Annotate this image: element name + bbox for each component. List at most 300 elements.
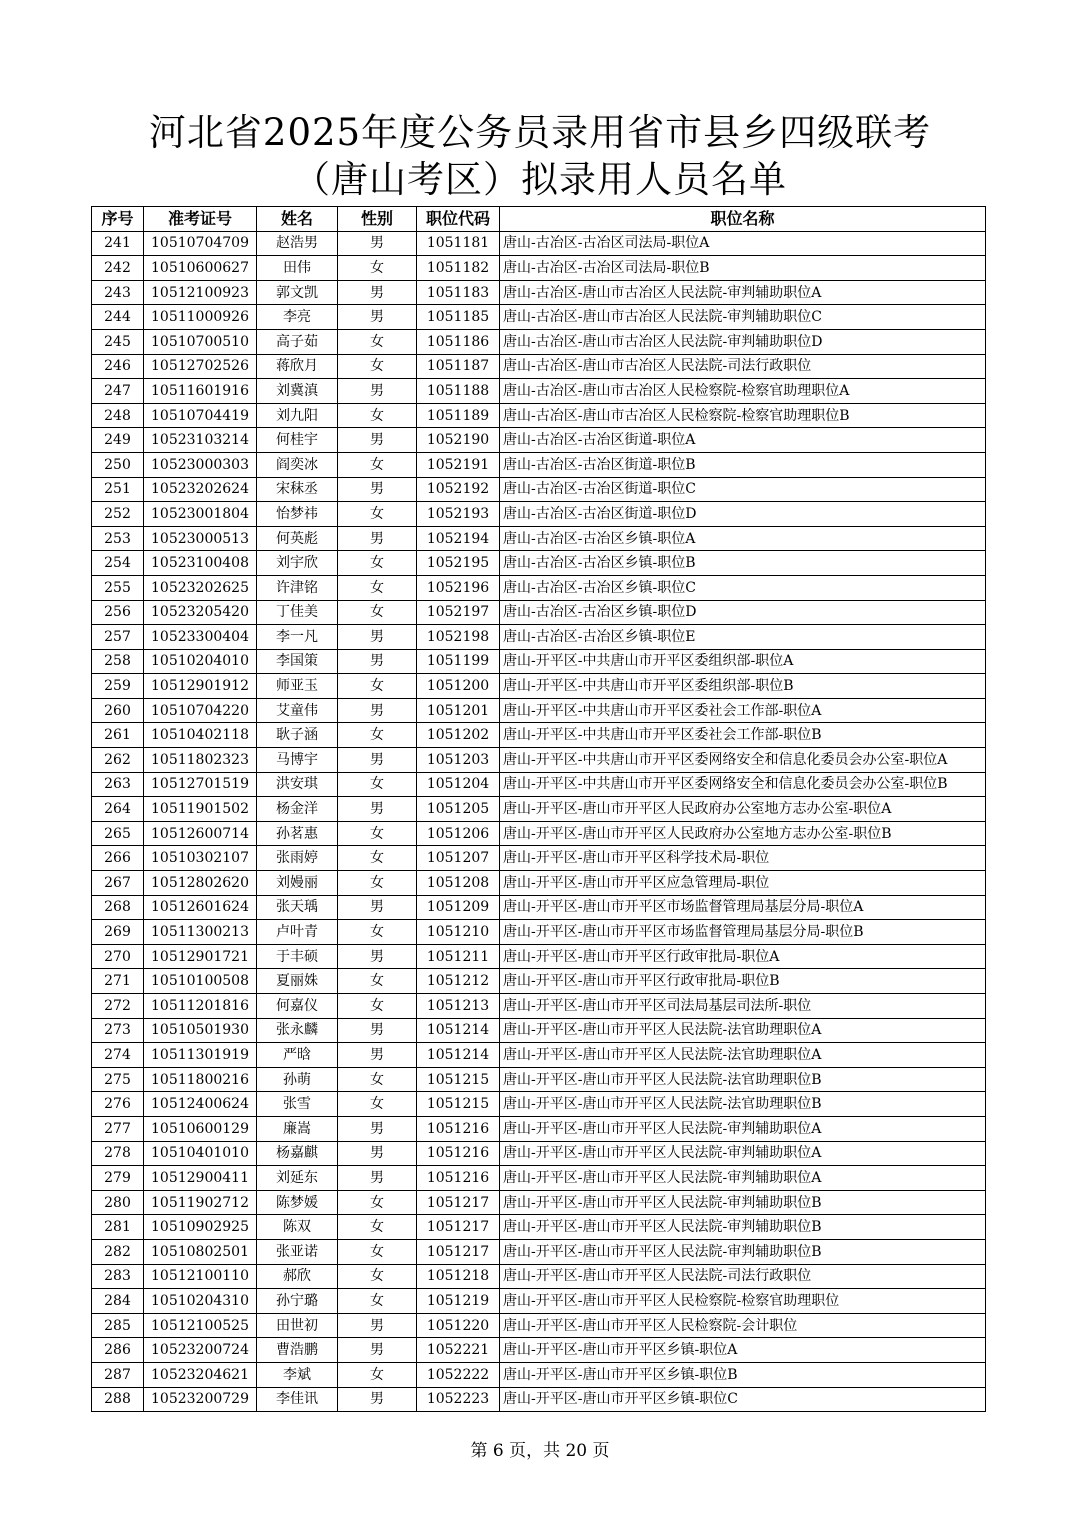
cell-index: 243 [92, 280, 144, 305]
cell-gender: 男 [338, 1043, 417, 1068]
document-title-line1: 河北省2025年度公务员录用省市县乡四级联考 [148, 111, 932, 154]
table-row [92, 575, 986, 600]
cell-exam-id: 10523202625 [144, 575, 257, 600]
cell-position-name: 唐山-开平区-唐山市开平区司法局基层司法所-职位 [500, 994, 986, 1019]
cell-name: 师亚玉 [257, 674, 338, 699]
cell-position-code: 1051183 [417, 280, 500, 305]
cell-position-name: 唐山-开平区-中共唐山市开平区委组织部-职位A [500, 649, 986, 674]
cell-position-name: 唐山-开平区-唐山市开平区人民政府办公室地方志办公室-职位B [500, 821, 986, 846]
cell-index: 286 [92, 1338, 144, 1363]
cell-position-code: 1051208 [417, 871, 500, 896]
cell-gender: 女 [338, 846, 417, 871]
cell-position-code: 1052194 [417, 526, 500, 551]
cell-position-name: 唐山-古冶区-古冶区乡镇-职位B [500, 551, 986, 576]
cell-index: 277 [92, 1116, 144, 1141]
cell-index: 242 [92, 256, 144, 281]
cell-index: 260 [92, 698, 144, 723]
table-row [92, 625, 986, 650]
cell-name: 张亚诺 [257, 1239, 338, 1264]
cell-position-code: 1051201 [417, 698, 500, 723]
table-row [92, 821, 986, 846]
cell-position-name: 唐山-开平区-唐山市开平区人民法院-审判辅助职位A [500, 1116, 986, 1141]
table-row [92, 846, 986, 871]
cell-name: 许津铭 [257, 575, 338, 600]
cell-exam-id: 10512701519 [144, 772, 257, 797]
cell-name: 郭文凯 [257, 280, 338, 305]
cell-index: 258 [92, 649, 144, 674]
cell-index: 265 [92, 821, 144, 846]
cell-position-code: 1052190 [417, 428, 500, 453]
cell-exam-id: 10510600129 [144, 1116, 257, 1141]
cell-position-name: 唐山-古冶区-唐山市古冶区人民检察院-检察官助理职位A [500, 379, 986, 404]
table-row [92, 379, 986, 404]
cell-name: 何嘉仪 [257, 994, 338, 1019]
cell-position-name: 唐山-开平区-唐山市开平区人民法院-法官助理职位B [500, 1092, 986, 1117]
cell-position-name: 唐山-开平区-唐山市开平区人民法院-审判辅助职位A [500, 1141, 986, 1166]
cell-name: 马博宇 [257, 748, 338, 773]
cell-position-name: 唐山-古冶区-唐山市古冶区人民检察院-检察官助理职位B [500, 403, 986, 428]
cell-exam-id: 10523204621 [144, 1362, 257, 1387]
header-exam-id: 准考证号 [144, 207, 257, 232]
cell-exam-id: 10512901912 [144, 674, 257, 699]
cell-gender: 男 [338, 944, 417, 969]
table-row [92, 1264, 986, 1289]
cell-exam-id: 10512901721 [144, 944, 257, 969]
cell-gender: 女 [338, 969, 417, 994]
cell-exam-id: 10512900411 [144, 1166, 257, 1191]
cell-position-name: 唐山-开平区-中共唐山市开平区委组织部-职位B [500, 674, 986, 699]
cell-index: 285 [92, 1313, 144, 1338]
cell-exam-id: 10510302107 [144, 846, 257, 871]
cell-index: 255 [92, 575, 144, 600]
cell-name: 怡梦祎 [257, 502, 338, 527]
cell-gender: 女 [338, 600, 417, 625]
cell-gender: 男 [338, 748, 417, 773]
cell-position-name: 唐山-开平区-唐山市开平区应急管理局-职位 [500, 871, 986, 896]
cell-position-code: 1051182 [417, 256, 500, 281]
table-row [92, 452, 986, 477]
cell-position-name: 唐山-开平区-唐山市开平区行政审批局-职位A [500, 944, 986, 969]
cell-exam-id: 10510700510 [144, 329, 257, 354]
cell-index: 259 [92, 674, 144, 699]
cell-gender: 女 [338, 1215, 417, 1240]
cell-gender: 女 [338, 1239, 417, 1264]
cell-position-code: 1051217 [417, 1215, 500, 1240]
cell-exam-id: 10512601624 [144, 895, 257, 920]
cell-exam-id: 10510902925 [144, 1215, 257, 1240]
table-row [92, 1092, 986, 1117]
cell-position-name: 唐山-开平区-唐山市开平区人民政府办公室地方志办公室-职位A [500, 797, 986, 822]
cell-name: 郝欣 [257, 1264, 338, 1289]
table-row [92, 354, 986, 379]
cell-exam-id: 10510204310 [144, 1289, 257, 1314]
cell-name: 李亮 [257, 305, 338, 330]
cell-name: 张永麟 [257, 1018, 338, 1043]
cell-index: 272 [92, 994, 144, 1019]
cell-name: 刘宇欣 [257, 551, 338, 576]
cell-index: 270 [92, 944, 144, 969]
table-row [92, 1239, 986, 1264]
header-position-code: 职位代码 [417, 207, 500, 232]
cell-gender: 男 [338, 526, 417, 551]
cell-position-code: 1051205 [417, 797, 500, 822]
cell-name: 曹浩鹏 [257, 1338, 338, 1363]
cell-position-name: 唐山-开平区-唐山市开平区人民检察院-检察官助理职位 [500, 1289, 986, 1314]
table-row [92, 895, 986, 920]
header-position-name: 职位名称 [500, 207, 986, 232]
cell-exam-id: 10511902712 [144, 1190, 257, 1215]
cell-position-name: 唐山-古冶区-唐山市古冶区人民法院-审判辅助职位D [500, 329, 986, 354]
cell-position-name: 唐山-古冶区-古冶区乡镇-职位A [500, 526, 986, 551]
cell-exam-id: 10511300213 [144, 920, 257, 945]
cell-position-code: 1051215 [417, 1092, 500, 1117]
cell-exam-id: 10523200724 [144, 1338, 257, 1363]
cell-name: 孙宁璐 [257, 1289, 338, 1314]
cell-index: 266 [92, 846, 144, 871]
cell-gender: 男 [338, 280, 417, 305]
cell-position-code: 1051206 [417, 821, 500, 846]
cell-gender: 女 [338, 871, 417, 896]
cell-position-name: 唐山-古冶区-古冶区乡镇-职位C [500, 575, 986, 600]
cell-position-name: 唐山-开平区-唐山市开平区市场监督管理局基层分局-职位B [500, 920, 986, 945]
table-row [92, 1387, 986, 1412]
cell-position-code: 1051181 [417, 231, 500, 256]
document-title-line2: （唐山考区）拟录用人员名单 [293, 158, 787, 201]
cell-position-code: 1051211 [417, 944, 500, 969]
table-row [92, 994, 986, 1019]
cell-gender: 男 [338, 231, 417, 256]
cell-name: 耿子涵 [257, 723, 338, 748]
table-row [92, 944, 986, 969]
cell-index: 256 [92, 600, 144, 625]
cell-index: 280 [92, 1190, 144, 1215]
cell-exam-id: 10512702526 [144, 354, 257, 379]
table-header-row [92, 207, 986, 232]
cell-exam-id: 10510100508 [144, 969, 257, 994]
cell-exam-id: 10512400624 [144, 1092, 257, 1117]
cell-name: 刘嫚丽 [257, 871, 338, 896]
cell-gender: 男 [338, 379, 417, 404]
cell-gender: 男 [338, 1166, 417, 1191]
cell-name: 杨嘉麒 [257, 1141, 338, 1166]
cell-index: 269 [92, 920, 144, 945]
cell-index: 247 [92, 379, 144, 404]
cell-index: 267 [92, 871, 144, 896]
table-row [92, 1313, 986, 1338]
cell-exam-id: 10511800216 [144, 1067, 257, 1092]
cell-position-name: 唐山-古冶区-古冶区司法局-职位A [500, 231, 986, 256]
table-row [92, 1043, 986, 1068]
cell-exam-id: 10523103214 [144, 428, 257, 453]
cell-position-name: 唐山-古冶区-唐山市古冶区人民法院-审判辅助职位C [500, 305, 986, 330]
cell-name: 赵浩男 [257, 231, 338, 256]
cell-position-code: 1051202 [417, 723, 500, 748]
cell-name: 刘冀滇 [257, 379, 338, 404]
cell-position-code: 1052195 [417, 551, 500, 576]
cell-gender: 男 [338, 1116, 417, 1141]
cell-index: 261 [92, 723, 144, 748]
cell-position-code: 1051219 [417, 1289, 500, 1314]
table-row [92, 723, 986, 748]
cell-gender: 男 [338, 895, 417, 920]
cell-gender: 女 [338, 551, 417, 576]
cell-position-code: 1051218 [417, 1264, 500, 1289]
cell-position-name: 唐山-开平区-唐山市开平区乡镇-职位A [500, 1338, 986, 1363]
cell-name: 李一凡 [257, 625, 338, 650]
cell-position-name: 唐山-开平区-唐山市开平区科学技术局-职位 [500, 846, 986, 871]
cell-exam-id: 10512100525 [144, 1313, 257, 1338]
cell-position-name: 唐山-开平区-中共唐山市开平区委社会工作部-职位B [500, 723, 986, 748]
cell-name: 陈梦媛 [257, 1190, 338, 1215]
table-row [92, 329, 986, 354]
cell-position-code: 1051199 [417, 649, 500, 674]
cell-position-code: 1051213 [417, 994, 500, 1019]
cell-index: 283 [92, 1264, 144, 1289]
cell-position-name: 唐山-开平区-唐山市开平区乡镇-职位B [500, 1362, 986, 1387]
cell-position-code: 1051188 [417, 379, 500, 404]
cell-exam-id: 10510802501 [144, 1239, 257, 1264]
table-row [92, 551, 986, 576]
cell-gender: 男 [338, 1018, 417, 1043]
cell-index: 287 [92, 1362, 144, 1387]
cell-exam-id: 10511601916 [144, 379, 257, 404]
cell-index: 248 [92, 403, 144, 428]
cell-name: 李佳讯 [257, 1387, 338, 1412]
cell-gender: 女 [338, 772, 417, 797]
cell-index: 244 [92, 305, 144, 330]
cell-position-code: 1051214 [417, 1043, 500, 1068]
cell-gender: 男 [338, 649, 417, 674]
cell-exam-id: 10510600627 [144, 256, 257, 281]
table-row [92, 772, 986, 797]
cell-gender: 男 [338, 1338, 417, 1363]
cell-gender: 女 [338, 920, 417, 945]
cell-position-code: 1051209 [417, 895, 500, 920]
cell-exam-id: 10523000303 [144, 452, 257, 477]
cell-position-name: 唐山-开平区-唐山市开平区人民法院-审判辅助职位B [500, 1190, 986, 1215]
cell-position-code: 1051186 [417, 329, 500, 354]
table-row [92, 1067, 986, 1092]
cell-name: 陈双 [257, 1215, 338, 1240]
cell-gender: 女 [338, 502, 417, 527]
cell-position-name: 唐山-开平区-唐山市开平区人民法院-审判辅助职位B [500, 1215, 986, 1240]
cell-gender: 女 [338, 674, 417, 699]
cell-name: 张雪 [257, 1092, 338, 1117]
cell-name: 刘九阳 [257, 403, 338, 428]
cell-exam-id: 10523200729 [144, 1387, 257, 1412]
cell-gender: 女 [338, 256, 417, 281]
cell-gender: 男 [338, 1387, 417, 1412]
cell-position-code: 1051204 [417, 772, 500, 797]
cell-exam-id: 10510401010 [144, 1141, 257, 1166]
cell-position-code: 1051216 [417, 1141, 500, 1166]
cell-name: 洪安琪 [257, 772, 338, 797]
table-row [92, 305, 986, 330]
cell-gender: 女 [338, 1067, 417, 1092]
cell-name: 李斌 [257, 1362, 338, 1387]
table-row [92, 871, 986, 896]
cell-name: 夏丽姝 [257, 969, 338, 994]
cell-index: 254 [92, 551, 144, 576]
cell-name: 田世初 [257, 1313, 338, 1338]
cell-name: 廉嵩 [257, 1116, 338, 1141]
cell-position-code: 1052191 [417, 452, 500, 477]
table-row [92, 600, 986, 625]
cell-name: 卢叶青 [257, 920, 338, 945]
header-name: 姓名 [257, 207, 338, 232]
cell-position-code: 1052197 [417, 600, 500, 625]
cell-position-name: 唐山-开平区-唐山市开平区市场监督管理局基层分局-职位A [500, 895, 986, 920]
table-row [92, 969, 986, 994]
candidate-table [91, 206, 986, 1412]
cell-name: 于丰硕 [257, 944, 338, 969]
cell-position-code: 1052196 [417, 575, 500, 600]
cell-exam-id: 10523000513 [144, 526, 257, 551]
cell-name: 蒋欣月 [257, 354, 338, 379]
cell-index: 273 [92, 1018, 144, 1043]
table-row [92, 797, 986, 822]
table-row [92, 1338, 986, 1363]
cell-index: 246 [92, 354, 144, 379]
cell-position-name: 唐山-开平区-唐山市开平区行政审批局-职位B [500, 969, 986, 994]
cell-exam-id: 10510402118 [144, 723, 257, 748]
table-row [92, 280, 986, 305]
table-row [92, 477, 986, 502]
cell-index: 284 [92, 1289, 144, 1314]
header-index: 序号 [92, 207, 144, 232]
cell-position-name: 唐山-开平区-唐山市开平区人民法院-审判辅助职位B [500, 1239, 986, 1264]
cell-position-code: 1052198 [417, 625, 500, 650]
cell-gender: 女 [338, 723, 417, 748]
cell-gender: 女 [338, 1289, 417, 1314]
cell-position-name: 唐山-开平区-唐山市开平区人民法院-审判辅助职位A [500, 1166, 986, 1191]
table-row [92, 674, 986, 699]
cell-name: 孙萌 [257, 1067, 338, 1092]
cell-gender: 女 [338, 329, 417, 354]
cell-index: 252 [92, 502, 144, 527]
cell-gender: 男 [338, 1313, 417, 1338]
cell-exam-id: 10510704709 [144, 231, 257, 256]
cell-index: 276 [92, 1092, 144, 1117]
cell-name: 严晗 [257, 1043, 338, 1068]
cell-name: 高子茹 [257, 329, 338, 354]
cell-position-name: 唐山-古冶区-唐山市古冶区人民法院-审判辅助职位A [500, 280, 986, 305]
table-row [92, 231, 986, 256]
cell-position-code: 1051207 [417, 846, 500, 871]
table-row [92, 256, 986, 281]
cell-index: 245 [92, 329, 144, 354]
cell-position-name: 唐山-开平区-中共唐山市开平区委网络安全和信息化委员会办公室-职位A [500, 748, 986, 773]
cell-gender: 女 [338, 1092, 417, 1117]
cell-position-name: 唐山-古冶区-唐山市古冶区人民法院-司法行政职位 [500, 354, 986, 379]
cell-gender: 男 [338, 625, 417, 650]
cell-position-name: 唐山-古冶区-古冶区司法局-职位B [500, 256, 986, 281]
cell-position-name: 唐山-古冶区-古冶区街道-职位A [500, 428, 986, 453]
cell-exam-id: 10523205420 [144, 600, 257, 625]
cell-position-code: 1051216 [417, 1116, 500, 1141]
cell-exam-id: 10511000926 [144, 305, 257, 330]
cell-position-name: 唐山-古冶区-古冶区乡镇-职位E [500, 625, 986, 650]
cell-index: 282 [92, 1239, 144, 1264]
cell-exam-id: 10523100408 [144, 551, 257, 576]
cell-name: 丁佳美 [257, 600, 338, 625]
cell-name: 田伟 [257, 256, 338, 281]
table-row [92, 1018, 986, 1043]
cell-position-code: 1051216 [417, 1166, 500, 1191]
cell-position-code: 1051220 [417, 1313, 500, 1338]
cell-position-code: 1052192 [417, 477, 500, 502]
cell-gender: 女 [338, 354, 417, 379]
table-row [92, 1116, 986, 1141]
page-footer: 第 6 页，共 20 页 [470, 1441, 610, 1461]
cell-position-code: 1051185 [417, 305, 500, 330]
cell-name: 孙茗惠 [257, 821, 338, 846]
cell-index: 253 [92, 526, 144, 551]
cell-position-name: 唐山-古冶区-古冶区街道-职位B [500, 452, 986, 477]
cell-gender: 女 [338, 1362, 417, 1387]
cell-exam-id: 10512802620 [144, 871, 257, 896]
cell-position-code: 1052223 [417, 1387, 500, 1412]
cell-index: 257 [92, 625, 144, 650]
cell-name: 李国策 [257, 649, 338, 674]
cell-exam-id: 10523001804 [144, 502, 257, 527]
cell-gender: 女 [338, 1264, 417, 1289]
table-row [92, 1289, 986, 1314]
cell-index: 271 [92, 969, 144, 994]
cell-exam-id: 10512100110 [144, 1264, 257, 1289]
cell-exam-id: 10511301919 [144, 1043, 257, 1068]
cell-gender: 男 [338, 1141, 417, 1166]
cell-position-code: 1051217 [417, 1190, 500, 1215]
cell-index: 250 [92, 452, 144, 477]
cell-index: 274 [92, 1043, 144, 1068]
cell-gender: 男 [338, 428, 417, 453]
cell-gender: 男 [338, 305, 417, 330]
cell-position-code: 1051203 [417, 748, 500, 773]
cell-name: 艾童伟 [257, 698, 338, 723]
table-row [92, 1141, 986, 1166]
cell-index: 251 [92, 477, 144, 502]
cell-exam-id: 10511201816 [144, 994, 257, 1019]
cell-name: 何桂宇 [257, 428, 338, 453]
cell-exam-id: 10511901502 [144, 797, 257, 822]
table-row [92, 1166, 986, 1191]
cell-gender: 男 [338, 698, 417, 723]
cell-exam-id: 10523202624 [144, 477, 257, 502]
table-row [92, 502, 986, 527]
cell-name: 宋秣丞 [257, 477, 338, 502]
cell-position-code: 1051215 [417, 1067, 500, 1092]
table-row [92, 920, 986, 945]
table-row [92, 526, 986, 551]
cell-exam-id: 10512600714 [144, 821, 257, 846]
cell-index: 264 [92, 797, 144, 822]
cell-position-code: 1051214 [417, 1018, 500, 1043]
table-row [92, 403, 986, 428]
cell-index: 241 [92, 231, 144, 256]
cell-position-name: 唐山-开平区-唐山市开平区人民法院-司法行政职位 [500, 1264, 986, 1289]
cell-name: 张天瑀 [257, 895, 338, 920]
cell-position-name: 唐山-开平区-中共唐山市开平区委社会工作部-职位A [500, 698, 986, 723]
cell-gender: 女 [338, 452, 417, 477]
table-row [92, 1362, 986, 1387]
cell-gender: 男 [338, 797, 417, 822]
cell-name: 阎奕冰 [257, 452, 338, 477]
cell-position-code: 1051189 [417, 403, 500, 428]
cell-position-code: 1052221 [417, 1338, 500, 1363]
cell-gender: 女 [338, 403, 417, 428]
table-row [92, 1190, 986, 1215]
